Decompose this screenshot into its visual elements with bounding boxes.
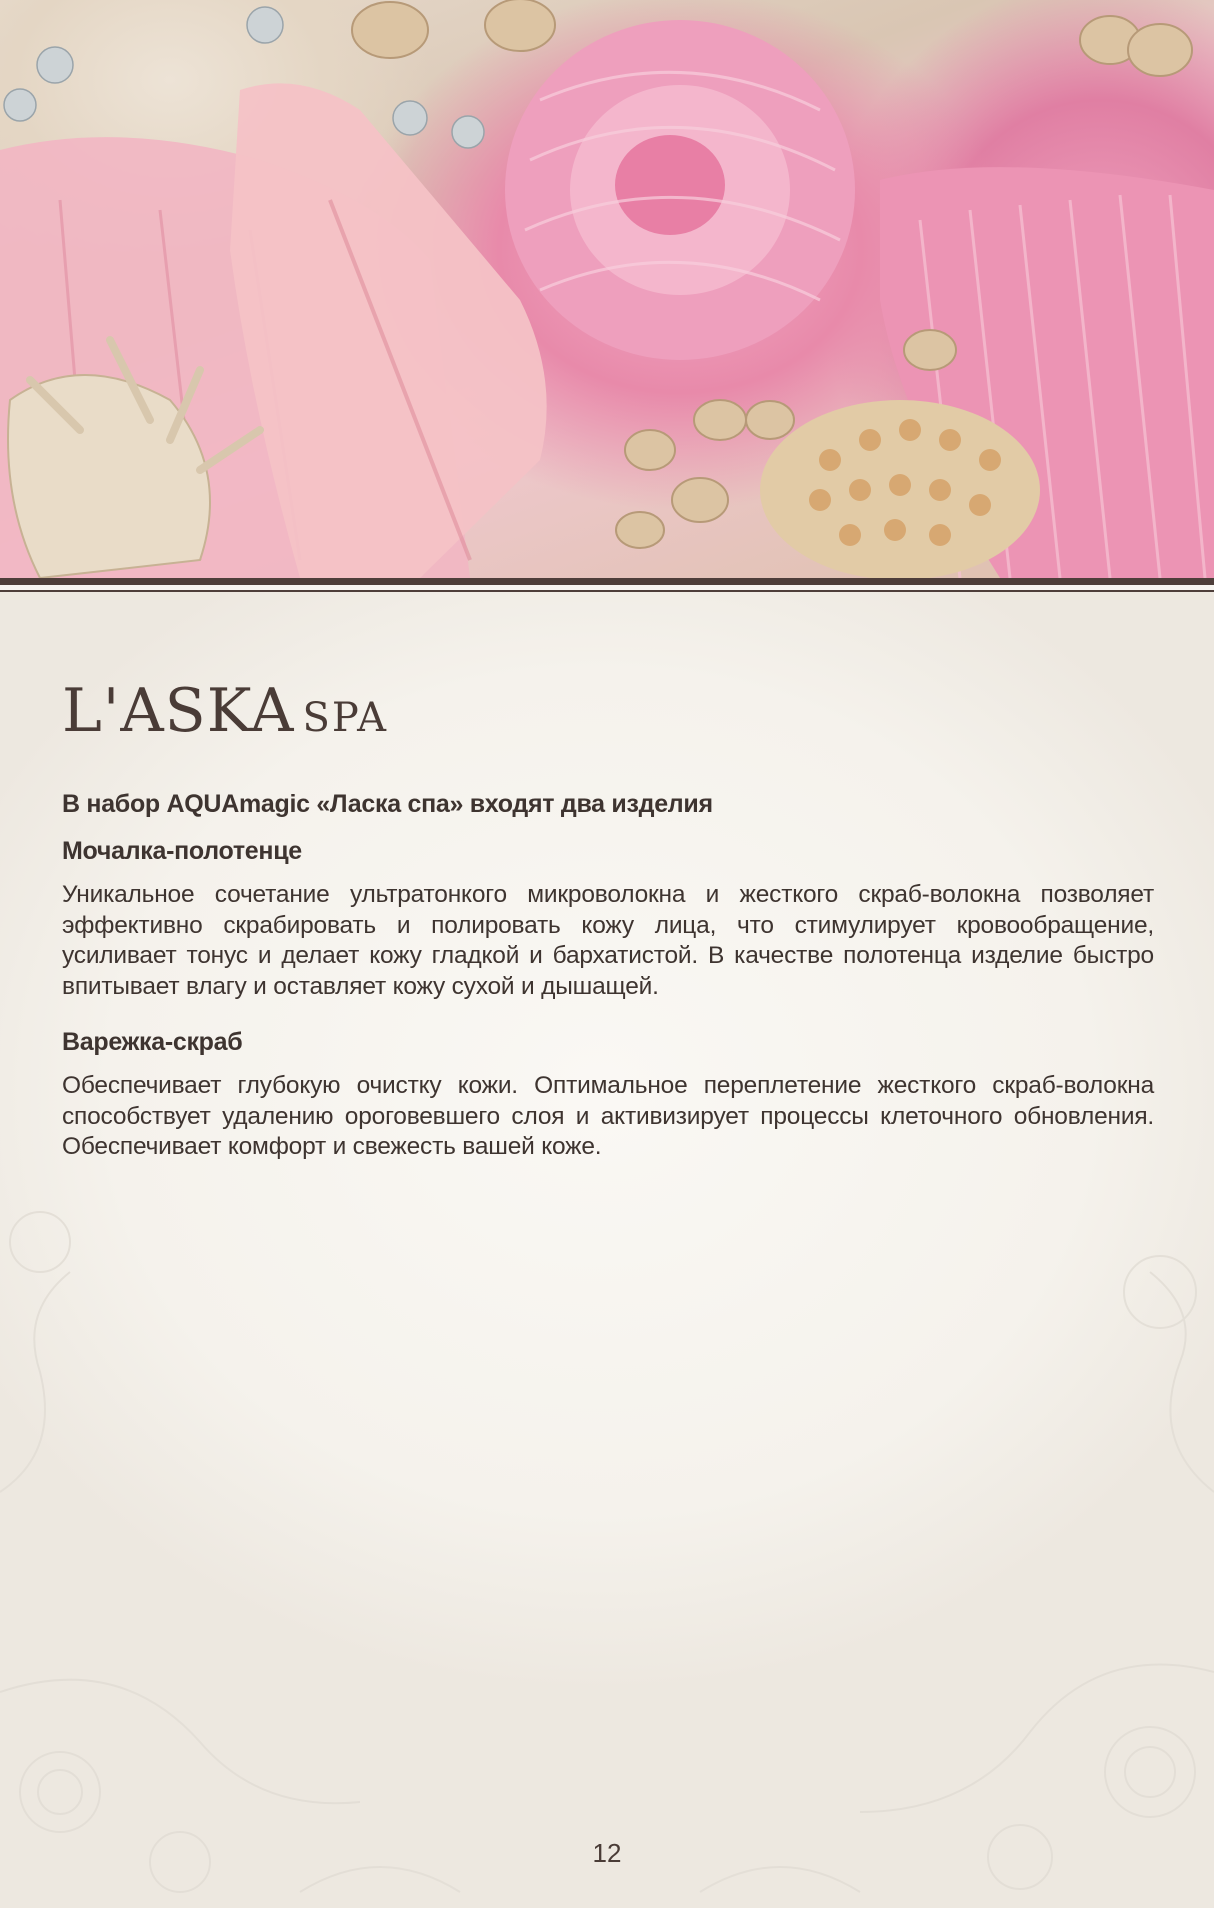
logo-sub-text: SPA [302,695,389,741]
logo-main-text: L'ASKA [62,676,295,746]
article-body [62,790,1154,1189]
brand-logo [62,676,388,746]
spa-products-illustration [0,0,1214,578]
section-body: Уникальное сочетание ультратонкого микроволокна и жесткого скраб-волокна позволяет эффективно скрабировать и полировать кожу лица, что стимулирует кровообращение, усиливает тонус и делает кожу гладкой и бархатистой. В качестве полотенца изделие быстро впитывает влагу и оставляет кожу сухой и дышащей. [62,881,1154,1000]
header-divider-thick [0,578,1214,585]
section-title: Варежка-скраб [62,1028,243,1056]
intro-heading: В набор AQUAmagic «Ласка спа» входят два изделия [62,790,713,818]
page-number: 12 [592,1838,622,1868]
section-title: Мочалка-полотенце [62,837,302,865]
section-body: Обеспечивает глубокую очистку кожи. Оптимальное переплетение жесткого скраб-волокна способствует удалению ороговевшего слоя и активизирует процессы клеточного обновления. Обеспечивает комфорт и свежесть вашей коже. [62,1072,1154,1160]
hero-photo [0,0,1214,578]
